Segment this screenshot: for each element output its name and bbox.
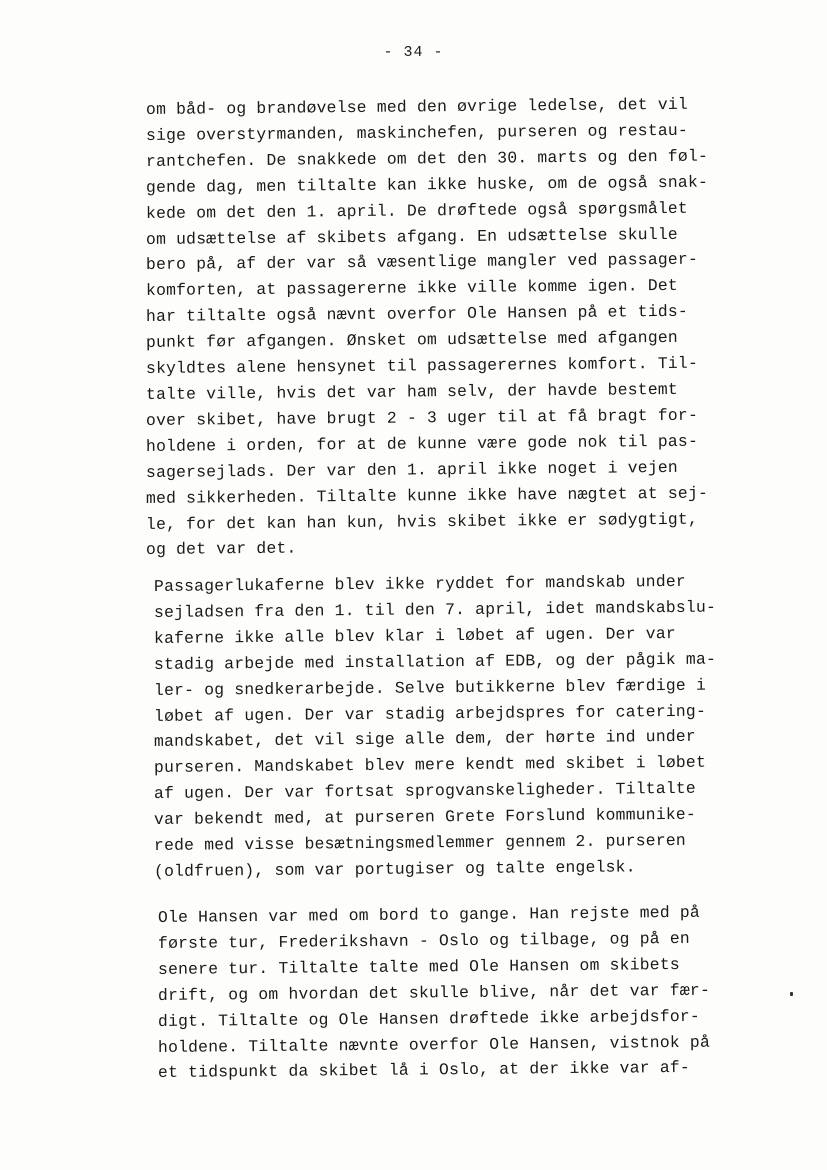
text-line: sagersejlads. Der var den 1. april ikke noget i vejen	[145, 457, 678, 482]
text-line: ler- og snedkerarbejde. Selve butikkerne blev færdige i	[153, 675, 707, 700]
text-line: kaferne ikke alle blev klar i løbet af ugen. Der var	[153, 623, 676, 648]
paragraph-2	[153, 571, 754, 885]
text-line: sejladsen fra den 1. til den 7. april, idet mandskabslu-	[153, 597, 717, 622]
paragraph-3	[157, 902, 758, 1086]
text-line: komforten, at passagererne ikke ville komme igen. Det	[145, 276, 678, 301]
text-line: rede med visse besætningsmedlemmer gennem 2. purseren	[153, 830, 686, 856]
text-line: mandskabet, det vil sige alle dem, der hørte ind under	[153, 727, 697, 752]
text-line: har tiltalte også nævnt overfor Ole Hansen på et tids-	[145, 302, 689, 327]
text-line: løbet af ugen. Der var stadig arbejdspres for catering-	[153, 701, 707, 726]
text-line: holdene. Tiltalte nævnte overfor Ole Hansen, vistnok på	[157, 1032, 711, 1057]
text-line: holdene i orden, for at de kunne være gode nok til pas-	[145, 431, 699, 456]
text-line: talte ville, hvis det var ham selv, der havde bestemt	[145, 379, 678, 404]
text-line: var bekendt med, at purseren Grete Forslund kommunike-	[153, 804, 697, 830]
scan-speck	[790, 992, 793, 996]
text-line: skyldtes alene hensynet til passagerernes komfort. Til-	[145, 353, 699, 379]
text-line: Ole Hansen var med om bord to gange. Han rejste med på	[157, 902, 701, 927]
text-line: le, for det kan han kun, hvis skibet ikke er sødygtigt,	[145, 509, 699, 534]
text-line: punkt før afgangen. Ønsket om udsættelse med afgangen	[145, 328, 678, 353]
text-line: gende dag, men tiltalte kan ikke huske, om de også snak-	[145, 172, 709, 197]
text-line: et tidspunkt da skibet lå i Oslo, at der ikke var af-	[157, 1058, 690, 1083]
text-line: Passagerlukaferne blev ikke ryddet for mandskab under	[153, 571, 686, 596]
text-line: og det var det.	[145, 538, 297, 560]
text-line: kede om det den 1. april. De drøftede også spørgsmålet	[145, 198, 689, 223]
text-line: drift, og om hvordan det skulle blive, når det var fær-	[157, 980, 711, 1005]
text-line: rantchefen. De snakkede om det den 30. marts og den føl-	[145, 146, 709, 171]
text-line: purseren. Mandskabet blev mere kendt med skibet i løbet	[153, 753, 707, 778]
text-line: (oldfruen), som var portugiser og talte engelsk.	[153, 857, 636, 881]
text-line: digt. Tiltalte og Ole Hansen drøftede ikke arbejdsfor-	[157, 1006, 701, 1031]
page-number: - 34 -	[383, 44, 444, 61]
paragraph-1	[145, 94, 746, 563]
text-line: med sikkerheden. Tiltalte kunne ikke have nægtet at sej-	[145, 483, 709, 508]
text-line: om båd- og brandøvelse med den øvrige ledelse, det vil	[145, 94, 689, 119]
text-line: stadig arbejde med installation af EDB, og der pågik ma-	[153, 649, 717, 674]
text-line: senere tur. Tiltalte talte med Ole Hansen om skibets	[157, 954, 680, 979]
text-line: om udsættelse af skibets afgang. En udsættelse skulle	[145, 224, 678, 249]
text-line: over skibet, have brugt 2 - 3 uger til at få bragt for-	[145, 405, 699, 430]
text-line: af ugen. Der var fortsat sprogvanskeligheder. Tiltalte	[153, 779, 697, 804]
text-line: første tur, Frederikshavn - Oslo og tilbage, og på en	[157, 928, 690, 953]
text-line: sige overstyrmanden, maskinchefen, purseren og restau-	[145, 120, 689, 145]
text-line: bero på, af der var så væsentlige mangler ved passager-	[145, 250, 699, 275]
